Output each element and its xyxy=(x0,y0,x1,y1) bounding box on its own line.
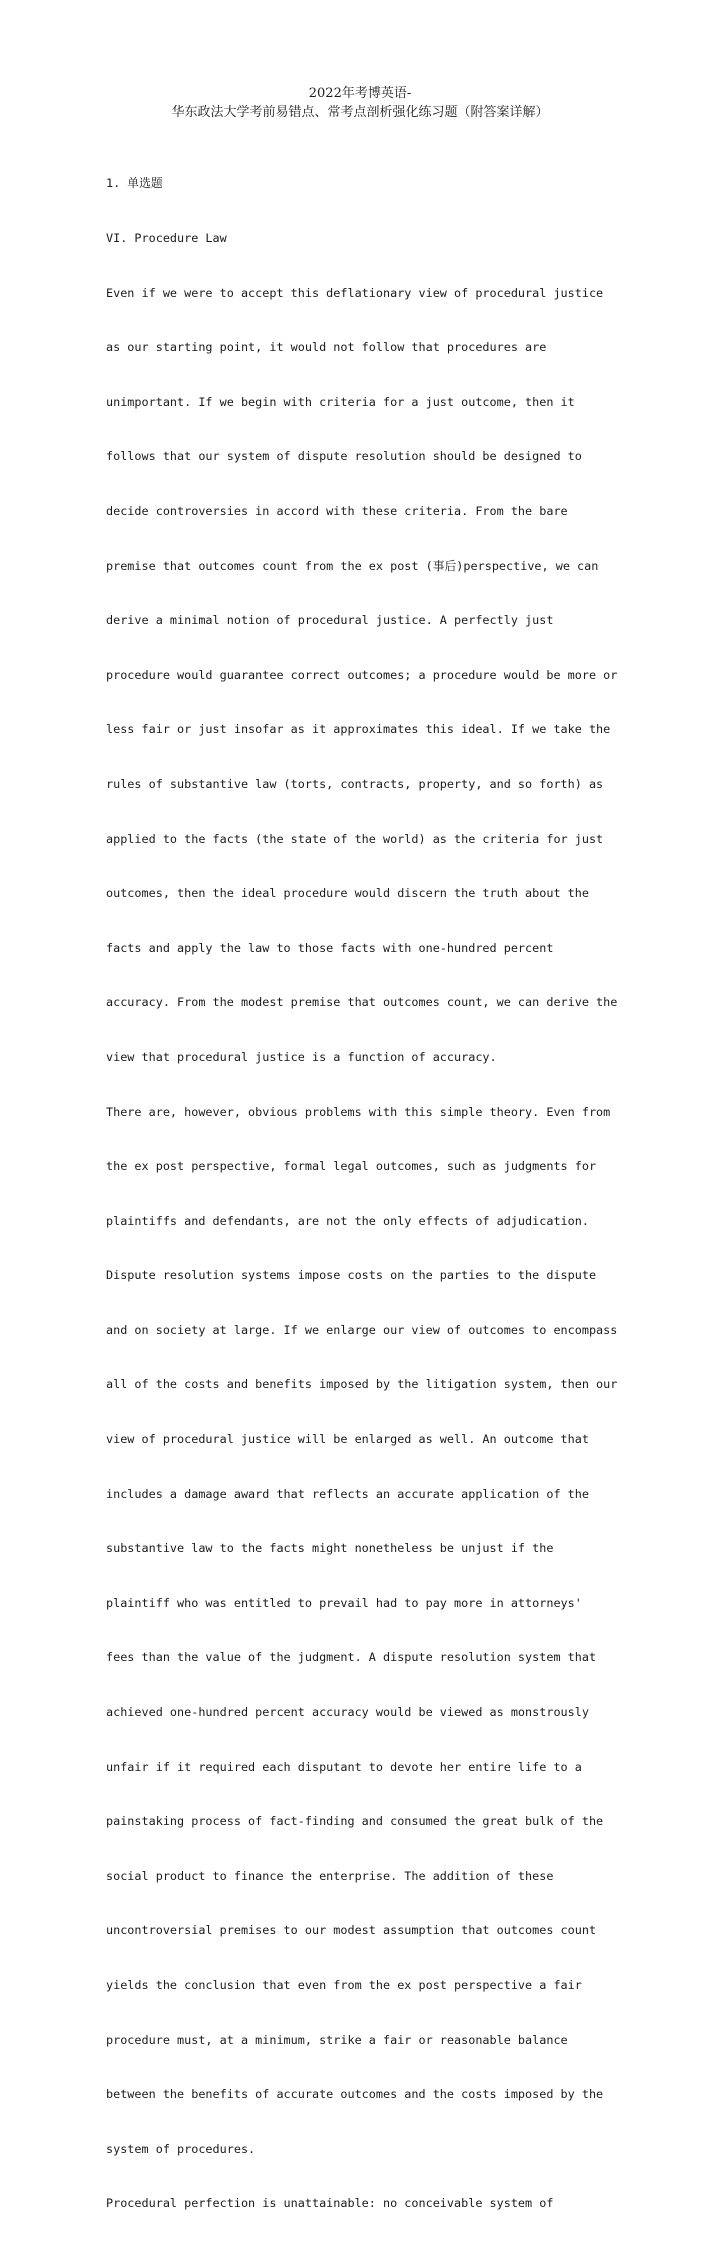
body-line: all of the costs and benefits imposed by the litigation system, then our xyxy=(106,1377,618,1392)
body-line: system of procedures. xyxy=(106,2141,256,2156)
body-line: rules of substantive law (torts, contracts, property, and so forth) as xyxy=(106,776,604,791)
body-line: decide controversies in accord with these criteria. From the bare xyxy=(106,503,568,518)
body-line: unimportant. If we begin with criteria for a just outcome, then it xyxy=(106,394,575,409)
body-line: as our starting point, it would not follow that procedures are xyxy=(106,340,547,355)
body-line: fees than the value of the judgment. A dispute resolution system that xyxy=(106,1650,597,1665)
body-line: unfair if it required each disputant to devote her entire life to a xyxy=(106,1759,582,1774)
body-line: procedure must, at a minimum, strike a fair or reasonable balance xyxy=(106,2032,568,2047)
body-line: painstaking process of fact-finding and consumed the great bulk of the xyxy=(106,1814,604,1829)
body-line: premise that outcomes count from the ex post (事后)perspective, we can xyxy=(106,558,599,573)
body-line: achieved one-hundred percent accuracy would be viewed as monstrously xyxy=(106,1705,589,1720)
body-line: social product to finance the enterprise. The addition of these xyxy=(106,1868,554,1883)
body-line: accuracy. From the modest premise that outcomes count, we can derive the xyxy=(106,995,618,1010)
body-line: the ex post perspective, formal legal outcomes, such as judgments for xyxy=(106,1159,597,1174)
body-line: view that procedural justice is a function of accuracy. xyxy=(106,1049,497,1064)
body-line: uncontroversial premises to our modest assumption that outcomes count xyxy=(106,1923,597,1938)
body-line: follows that our system of dispute resolution should be designed to xyxy=(106,449,582,464)
body-line: Dispute resolution systems impose costs on the parties to the dispute xyxy=(106,1268,597,1283)
section-subtitle: VI. Procedure Law xyxy=(106,231,227,245)
document-title-line-1: 2022年考博英语- xyxy=(308,86,412,101)
body-line: derive a minimal notion of procedural justice. A perfectly just xyxy=(106,613,554,628)
section-number-label: 1. 单选题 xyxy=(106,176,163,191)
body-line: less fair or just insofar as it approximates this ideal. If we take the xyxy=(106,722,611,737)
document-title-line-2: 华东政法大学考前易错点、常考点剖析强化练习题（附答案详解） xyxy=(171,105,549,120)
document-body xyxy=(106,138,626,2249)
body-line: applied to the facts (the state of the world) as the criteria for just xyxy=(106,831,604,846)
body-line: between the benefits of accurate outcomes and the costs imposed by the xyxy=(106,2087,604,2102)
body-line: yields the conclusion that even from the ex post perspective a fair xyxy=(106,1978,582,1992)
body-line: facts and apply the law to those facts with one-hundred percent xyxy=(106,940,554,955)
body-line: plaintiffs and defendants, are not the only effects of adjudication. xyxy=(106,1213,589,1228)
body-line: There are, however, obvious problems with this simple theory. Even from xyxy=(106,1104,611,1119)
body-line: substantive law to the facts might nonetheless be unjust if the xyxy=(106,1541,554,1556)
body-line: outcomes, then the ideal procedure would discern the truth about the xyxy=(106,886,589,901)
body-line: Even if we were to accept this deflationary view of procedural justice xyxy=(106,285,604,300)
body-line: Procedural perfection is unattainable: no conceivable system of xyxy=(106,2196,554,2211)
body-line: and on society at large. If we enlarge our view of outcomes to encompass xyxy=(106,1322,618,1337)
body-line: view of procedural justice will be enlarged as well. An outcome that xyxy=(106,1432,589,1447)
body-line: includes a damage award that reflects an accurate application of the xyxy=(106,1486,589,1501)
body-line: plaintiff who was entitled to prevail had to pay more in attorneys' xyxy=(106,1595,582,1610)
body-line: procedure would guarantee correct outcomes; a procedure would be more or xyxy=(106,667,618,682)
